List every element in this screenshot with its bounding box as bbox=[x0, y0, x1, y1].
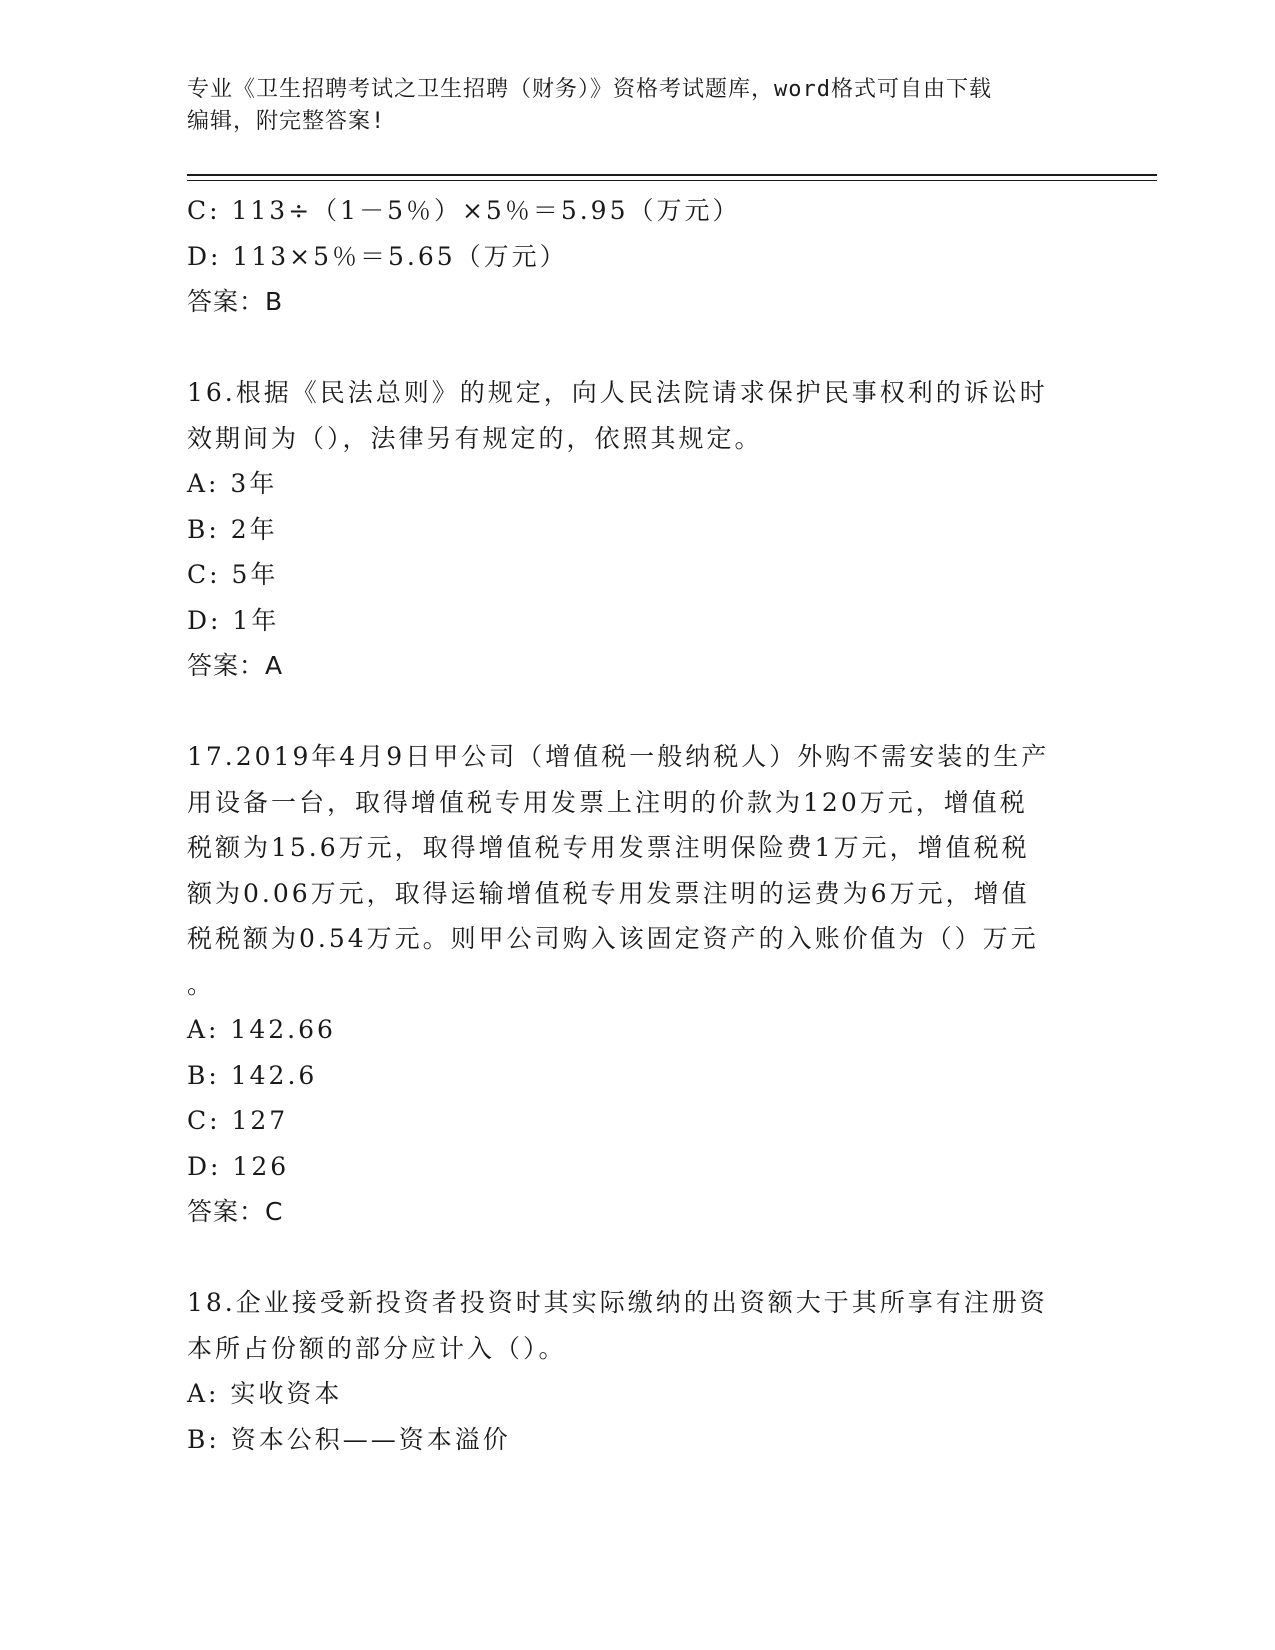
answer-line: 答案：B bbox=[187, 287, 284, 316]
question-stem-line: 用设备一台，取得增值税专用发票上注明的价款为120万元，增值税 bbox=[187, 787, 1028, 817]
question-stem-line: 额为0.06万元，取得运输增值税专用发票注明的运费为6万元，增值 bbox=[187, 878, 1030, 908]
answer-line: 答案：C bbox=[187, 1197, 284, 1226]
option-d: D: 113×5％＝5.65（万元） bbox=[187, 241, 568, 271]
option-b: B: 资本公积——资本溢价 bbox=[187, 1424, 511, 1454]
option-d: D: 1年 bbox=[187, 605, 280, 635]
document-content bbox=[187, 188, 1087, 1462]
header-title-line-2: 编辑，附完整答案! bbox=[187, 109, 386, 134]
option-b: B: 142.6 bbox=[187, 1060, 318, 1090]
answer-line: 答案：A bbox=[187, 651, 284, 680]
header-divider-thin bbox=[187, 180, 1157, 181]
option-c: C: 113÷（1－5％）×5％＝5.95（万元） bbox=[187, 196, 741, 225]
question-stem-line: 本所占份额的部分应计入（）。 bbox=[187, 1333, 567, 1363]
question-stem-line: 效期间为（），法律另有规定的，依照其规定。 bbox=[187, 423, 763, 453]
option-a: A: 3年 bbox=[187, 469, 278, 498]
option-a: A: 实收资本 bbox=[187, 1379, 343, 1408]
option-c: C: 127 bbox=[187, 1106, 289, 1135]
spacer bbox=[187, 689, 1087, 735]
question-stem-line: 17.2019年4月9日甲公司（增值税一般纳税人）外购不需安装的生产 bbox=[187, 742, 1050, 771]
question-16 bbox=[187, 370, 1087, 689]
question-stem-line: 16.根据《民法总则》的规定，向人民法院请求保护民事权利的诉讼时 bbox=[187, 378, 1048, 407]
document-header bbox=[187, 74, 1087, 138]
question-stem-line: 税额为15.6万元，取得增值税专用发票注明保险费1万元，增值税税 bbox=[187, 833, 1030, 862]
header-divider-thick bbox=[187, 174, 1157, 176]
question-15-continuation bbox=[187, 188, 1087, 325]
option-b: B: 2年 bbox=[187, 514, 278, 544]
question-18 bbox=[187, 1280, 1087, 1462]
question-stem-line: 18.企业接受新投资者投资时其实际缴纳的出资额大于其所享有注册资 bbox=[187, 1288, 1048, 1317]
option-a: A: 142.66 bbox=[187, 1015, 336, 1044]
question-stem-line: 。 bbox=[187, 969, 216, 999]
spacer bbox=[187, 1235, 1087, 1281]
header-title-line-1: 专业《卫生招聘考试之卫生招聘（财务）》资格考试题库，word格式可自由下载 bbox=[187, 77, 992, 102]
option-d: D: 126 bbox=[187, 1151, 290, 1181]
option-c: C: 5年 bbox=[187, 560, 279, 589]
question-17 bbox=[187, 734, 1087, 1235]
spacer bbox=[187, 325, 1087, 371]
question-stem-line: 税税额为0.54万元。则甲公司购入该固定资产的入账价值为（）万元 bbox=[187, 924, 1039, 953]
